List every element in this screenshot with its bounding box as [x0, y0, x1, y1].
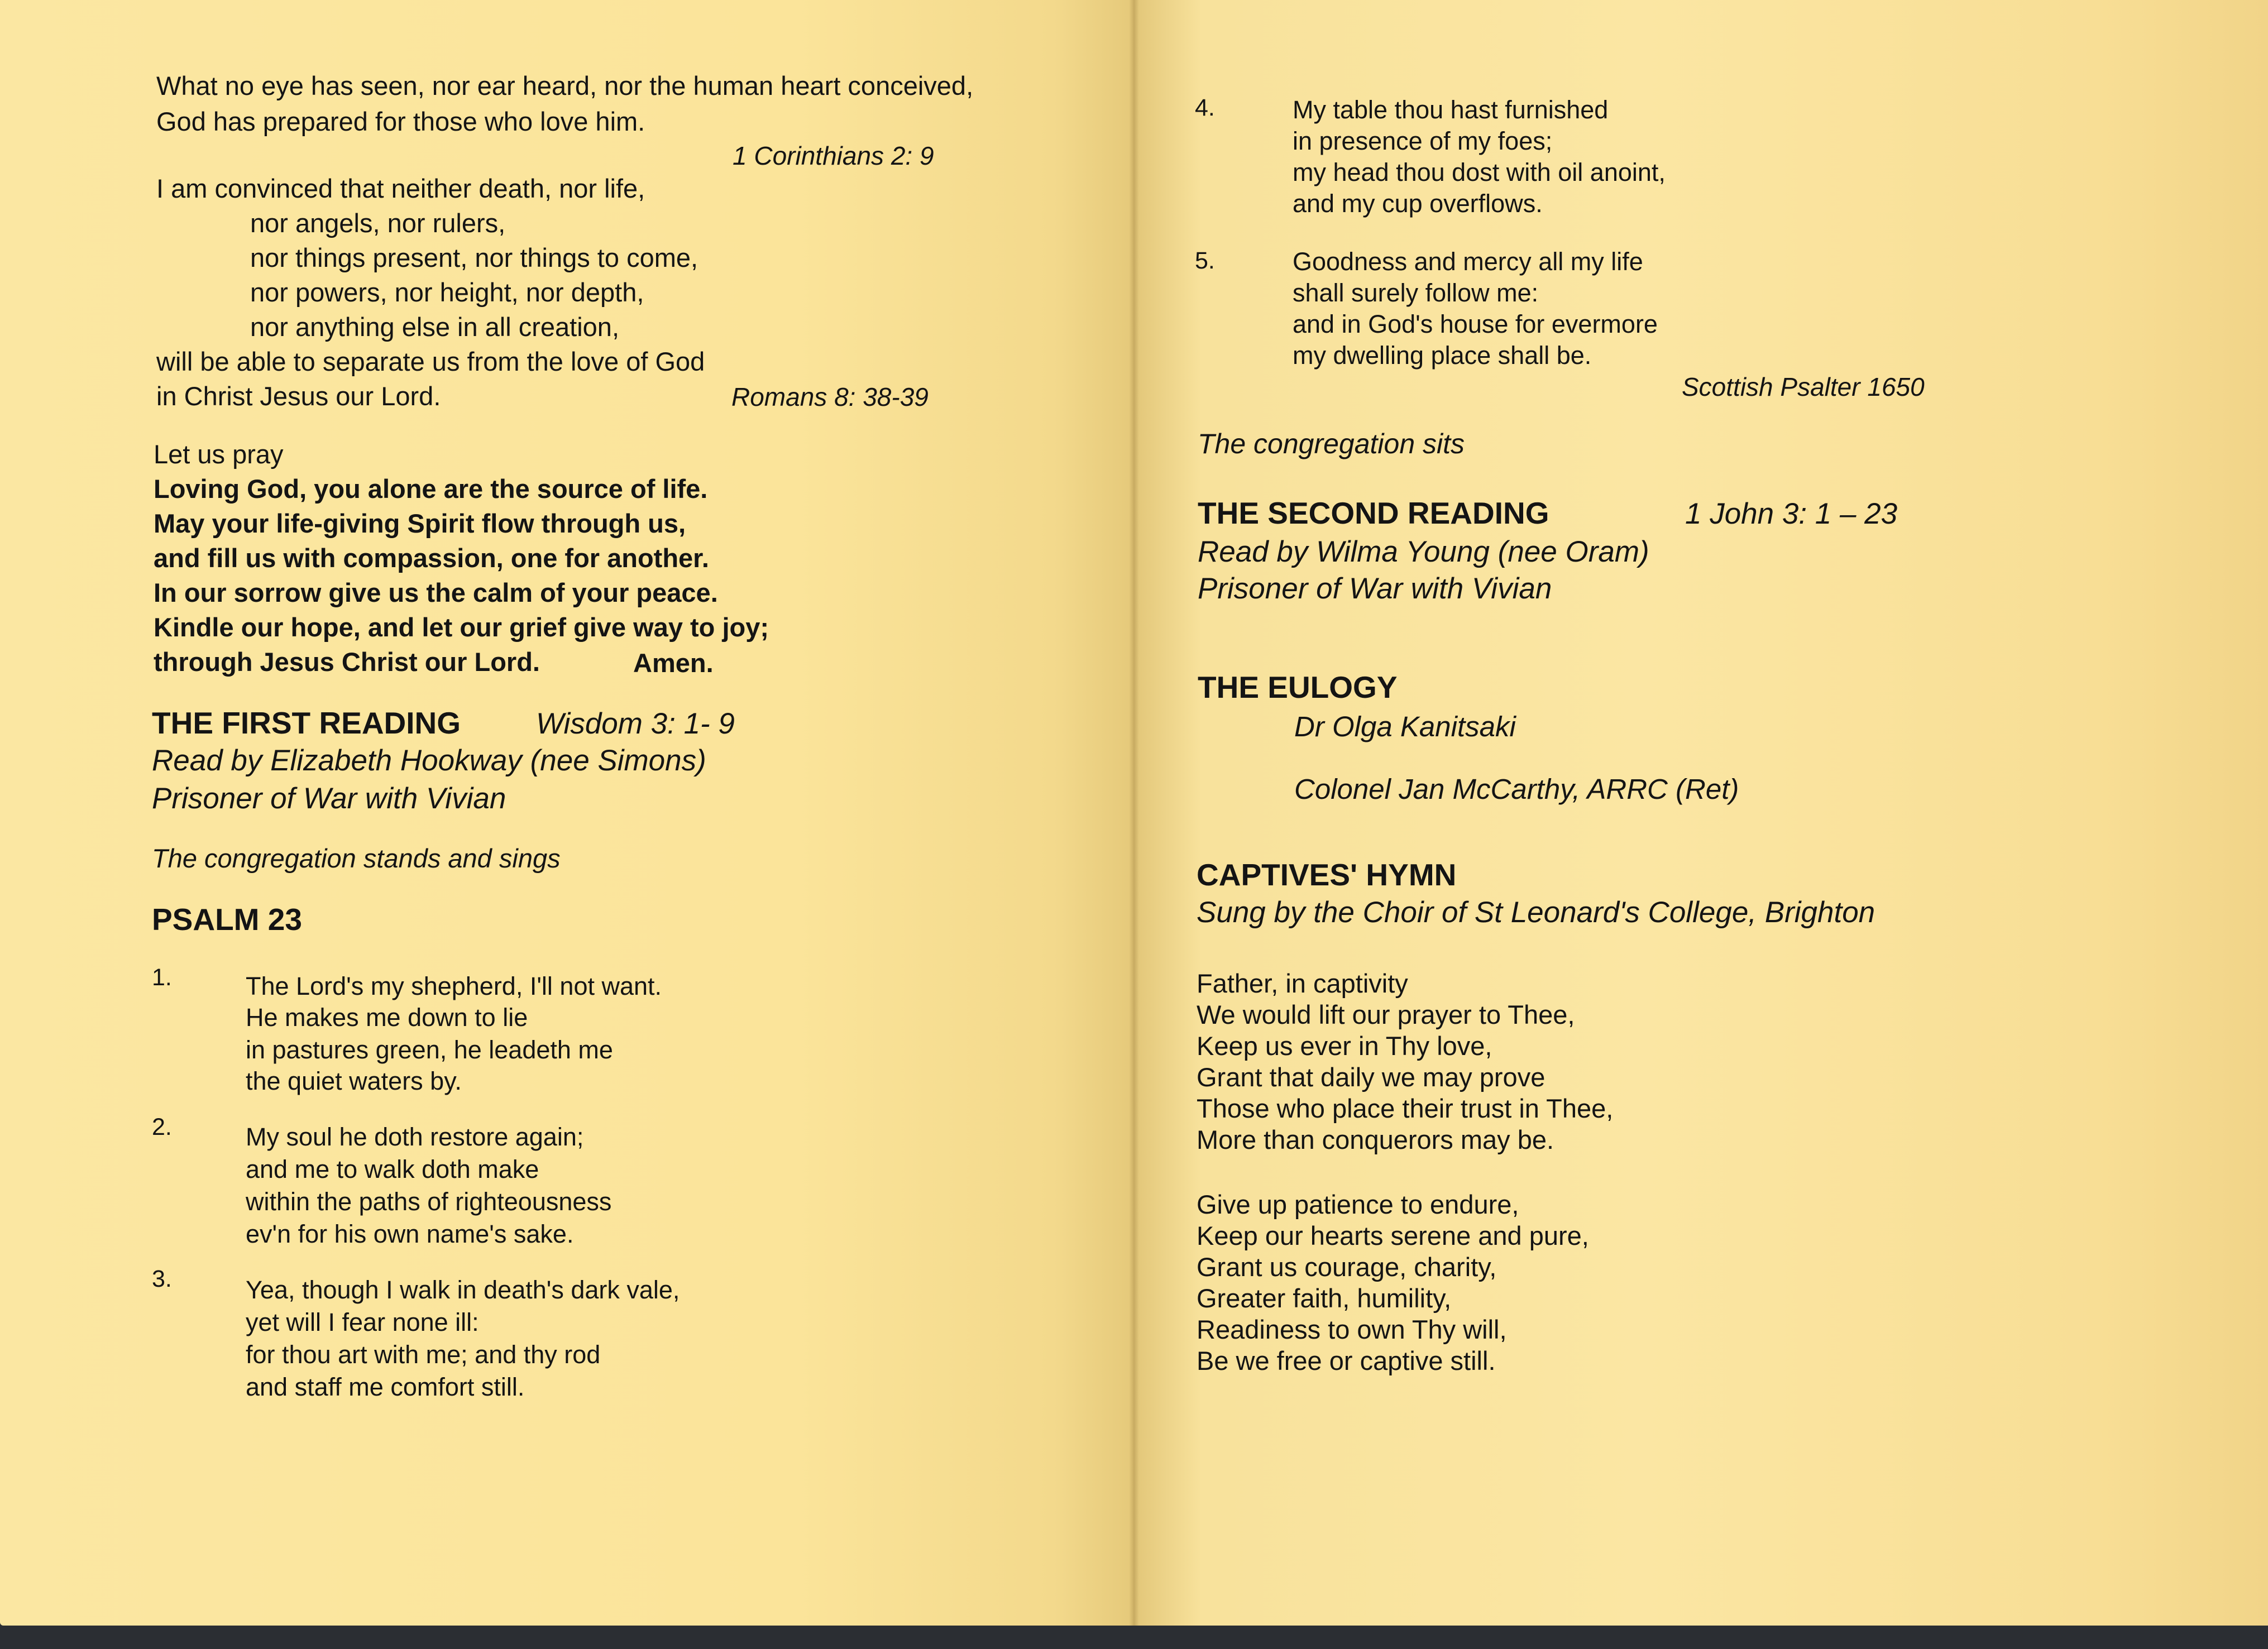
- romans-line: in Christ Jesus our Lord.: [156, 381, 441, 411]
- cor-quote-line: What no eye has seen, nor ear heard, nor the human heart conceived,: [156, 71, 974, 100]
- verse-line: The Lord's my shepherd, I'll not want.: [246, 972, 662, 1000]
- eulogy-speaker: Colonel Jan McCarthy, ARRC (Ret): [1294, 773, 1739, 805]
- verse-line: and staff me comfort still.: [246, 1373, 525, 1401]
- first-reading-heading: THE FIRST READING: [152, 706, 461, 740]
- romans-line: nor anything else in all creation,: [250, 312, 620, 342]
- verse-line: my head thou dost with oil anoint,: [1293, 158, 1666, 186]
- first-reading-reader: Read by Elizabeth Hookway (nee Simons): [152, 744, 706, 777]
- hymn-line: Readiness to own Thy will,: [1197, 1315, 1507, 1344]
- romans-line: will be able to separate us from the love of God: [156, 347, 705, 376]
- right-page: [1133, 0, 2268, 1626]
- verse-line: He makes me down to lie: [246, 1003, 528, 1032]
- second-reading-reader: Read by Wilma Young (nee Oram): [1198, 535, 1649, 568]
- pray-intro: Let us pray: [154, 439, 284, 469]
- first-reading-note: Prisoner of War with Vivian: [152, 782, 506, 815]
- verse-number: 1.: [152, 964, 172, 991]
- hymn-line: Keep us ever in Thy love,: [1197, 1031, 1492, 1061]
- verse-line: yet will I fear none ill:: [246, 1308, 479, 1336]
- congregation-sits: The congregation sits: [1198, 428, 1465, 459]
- cor-quote-line: God has prepared for those who love him.: [156, 107, 645, 136]
- verse-line: My soul he doth restore again;: [246, 1123, 584, 1151]
- verse-number: 5.: [1195, 247, 1215, 274]
- verse-line: shall surely follow me:: [1293, 279, 1539, 307]
- hymn-line: Grant us courage, charity,: [1197, 1252, 1497, 1282]
- second-reading-reference: 1 John 3: 1 – 23: [1685, 497, 1898, 530]
- second-reading-note: Prisoner of War with Vivian: [1198, 572, 1552, 605]
- amen: Amen.: [633, 648, 714, 678]
- romans-line: nor angels, nor rulers,: [250, 208, 506, 238]
- romans-reference: Romans 8: 38-39: [731, 382, 929, 411]
- second-reading-heading: THE SECOND READING: [1198, 496, 1549, 530]
- verse-line: the quiet waters by.: [246, 1067, 462, 1095]
- psalter-reference: Scottish Psalter 1650: [1682, 372, 1925, 401]
- center-fold: [1129, 0, 1139, 1626]
- hymn-line: Keep our hearts serene and pure,: [1197, 1221, 1589, 1250]
- verse-line: My table thou hast furnished: [1293, 95, 1609, 124]
- verse-line: and me to walk doth make: [246, 1155, 539, 1183]
- hymn-choir: Sung by the Choir of St Leonard's College, Brighton: [1197, 896, 1875, 929]
- verse-line: my dwelling place shall be.: [1293, 341, 1592, 370]
- hymn-line: More than conquerors may be.: [1197, 1125, 1554, 1154]
- hymn-line: Father, in captivity: [1197, 969, 1408, 998]
- verse-number: 2.: [152, 1114, 172, 1140]
- cor-reference: 1 Corinthians 2: 9: [733, 141, 934, 170]
- hymn-line: Greater faith, humility,: [1197, 1283, 1452, 1313]
- verse-line: for thou art with me; and thy rod: [246, 1340, 601, 1369]
- verse-line: within the paths of righteousness: [246, 1187, 612, 1216]
- first-reading-reference: Wisdom 3: 1- 9: [536, 707, 735, 740]
- prayer-line: through Jesus Christ our Lord.: [154, 647, 540, 677]
- hymn-line: Give up patience to endure,: [1197, 1190, 1519, 1219]
- psalm-heading: PSALM 23: [152, 902, 302, 937]
- verse-line: and my cup overflows.: [1293, 189, 1543, 218]
- eulogy-heading: THE EULOGY: [1198, 670, 1398, 704]
- hymn-line: Be we free or captive still.: [1197, 1346, 1496, 1375]
- romans-line: nor powers, nor height, nor depth,: [250, 277, 644, 307]
- hymn-line: Those who place their trust in Thee,: [1197, 1094, 1614, 1123]
- verse-line: Yea, though I walk in death's dark vale,: [246, 1276, 680, 1304]
- verse-line: and in God's house for evermore: [1293, 310, 1658, 338]
- prayer-line: Loving God, you alone are the source of life.: [154, 474, 708, 504]
- verse-line: in presence of my foes;: [1293, 127, 1553, 155]
- prayer-line: and fill us with compassion, one for another.: [154, 543, 709, 573]
- verse-line: in pastures green, he leadeth me: [246, 1036, 613, 1064]
- prayer-line: In our sorrow give us the calm of your peace.: [154, 578, 718, 607]
- romans-line: nor things present, nor things to come,: [250, 243, 698, 272]
- left-page: [0, 0, 1133, 1626]
- congregation-stands: The congregation stands and sings: [152, 843, 561, 873]
- prayer-line: Kindle our hope, and let our grief give way to joy;: [154, 612, 769, 642]
- verse-number: 4.: [1195, 94, 1215, 121]
- verse-line: ev'n for his own name's sake.: [246, 1220, 574, 1248]
- hymn-line: Grant that daily we may prove: [1197, 1062, 1546, 1092]
- hymn-heading: CAPTIVES' HYMN: [1197, 857, 1457, 892]
- romans-line: I am convinced that neither death, nor life,: [156, 174, 645, 203]
- hymn-line: We would lift our prayer to Thee,: [1197, 1000, 1575, 1029]
- prayer-line: May your life-giving Spirit flow through us,: [154, 509, 686, 538]
- verse-line: Goodness and mercy all my life: [1293, 247, 1643, 276]
- eulogy-speaker: Dr Olga Kanitsaki: [1294, 711, 1516, 742]
- verse-number: 3.: [152, 1265, 172, 1292]
